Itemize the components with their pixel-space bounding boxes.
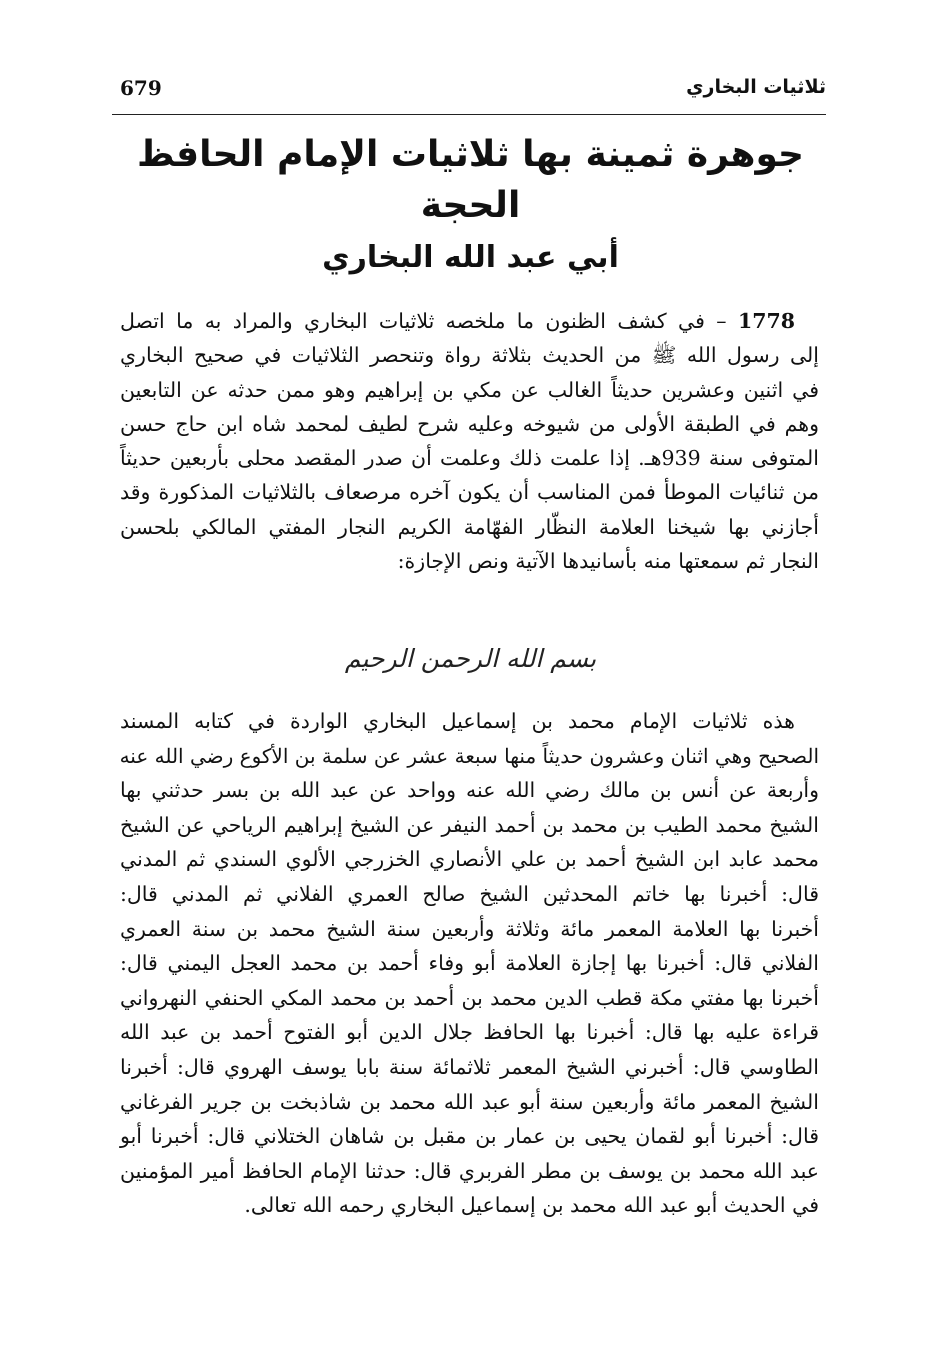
text-line: إلى رسول الله ﷺ من الحديث بثلاثة رواة وتنحصر الثلاثيات في صحيح البخاري — [120, 343, 819, 368]
basmala-calligraphy: بسم الله الرحمن الرحيم — [344, 644, 597, 673]
text-line: قال: أخبرنا أبو لقمان يحيى بن عمار بن مقبل بن شاهان الختلاني قال: أخبرنا أبو — [120, 1124, 819, 1149]
text-line: الصحيح وهي اثنان وعشرون حديثاً منها سبعة عشر عن سلمة بن الأكوع رضي الله عنه — [119, 743, 819, 768]
text-line: الشيخ المعمر مائة وأربعين سنة أبو عبد الله محمد بن شاذبخت بن جرير الفرغاني — [120, 1089, 819, 1114]
entry-number: 1778 — [737, 309, 795, 333]
text-line: الفلاني قال: أخبرنا بها إجازة العلامة أبو وفاء أحمد بن محمد العجل اليمني قال: — [120, 951, 819, 976]
text-line: أخبرنا بها العلامة المعمر مائة وثلاثة وأربعين سنة الشيخ محمد بن سنة العمري — [120, 916, 819, 941]
text-line: محمد عابد ابن الشيخ أحمد بن علي الأنصاري الخزرجي الألوي السندي ثم المدني — [120, 847, 819, 872]
page-number: 679 — [120, 76, 162, 100]
text-line: أجازني بها شيخنا العلامة النظّار الفهّامة الكريم النجار المفتي المالكي بلحسن — [120, 514, 819, 539]
running-header — [112, 74, 826, 115]
text-line: في اثنين وعشرين حديثاً الغالب عن مكي بن إبراهيم وهو ممن حدثه عن التابعين — [120, 377, 819, 402]
text-line-content: – في كشف الظنون ما ملخصه ثلاثيات البخاري والمراد به ما اتصل — [120, 309, 738, 333]
text-line: وأربعة عن أنس بن مالك رضي الله عنه وواحد عن عبد الله بن بسر حدثني بها — [120, 778, 819, 803]
chapter-subtitle: أبي عبد الله البخاري — [322, 240, 619, 275]
text-line: في الحديث أبو عبد الله محمد بن إسماعيل البخاري رحمه الله تعالى. — [244, 1193, 819, 1218]
text-line: الشيخ محمد الطيب بن محمد بن أحمد النيفر عن الشيخ إبراهيم الرياحي عن الشيخ — [120, 812, 819, 837]
text-line: النجار ثم سمعتها منه بأسانيدها الآتية ونص الإجازة: — [397, 549, 819, 574]
running-title: ثلاثيات البخاري — [686, 76, 826, 98]
intro-paragraph — [120, 304, 819, 578]
ijaza-paragraph — [120, 704, 819, 1223]
text-line: قراءة عليه بها قال: أخبرنا بها الحافظ جلال الدين أبو الفتوح أحمد بن عبد الله — [120, 1020, 819, 1045]
chapter-title: جوهرة ثمينة بها ثلاثيات الإمام الحافظ — [136, 134, 804, 175]
text-line: أخبرنا بها مفتي مكة قطب الدين محمد بن أحمد بن محمد المكي الحنفي النهرواني — [120, 985, 819, 1010]
text-line: قال: أخبرنا بها خاتم المحدثين الشيخ صالح العمري الفلاني ثم المدني قال: — [120, 881, 819, 906]
text-line: المتوفى سنة 939هـ. إذا علمت ذلك وعلمت أن صدر المقصد محلى بأربعين حديثاً — [120, 446, 820, 471]
text-line — [120, 304, 819, 338]
chapter-title-continued: الحجة — [420, 185, 521, 226]
text-line: الطاوسي قال: أخبرني الشيخ المعمر ثلاثمائة سنة بابا يوسف الهروي قال: أخبرنا — [120, 1054, 819, 1079]
text-line: هذه ثلاثيات الإمام محمد بن إسماعيل البخاري الواردة في كتابه المسند — [120, 709, 795, 733]
text-line: وهم في الطبقة الأولى من شيوخه وعليه شرح لطيف لمحمد شاه ابن حاج حسن — [120, 411, 819, 436]
text-line: عبد الله محمد بن يوسف بن مطر الفربري قال: حدثنا الإمام الحافظ أمير المؤمنين — [120, 1158, 819, 1183]
text-line: من ثنائيات الموطأ فمن المناسب أن يكون آخره مرصعاف بالثلاثيات المذكورة وقد — [120, 480, 819, 505]
